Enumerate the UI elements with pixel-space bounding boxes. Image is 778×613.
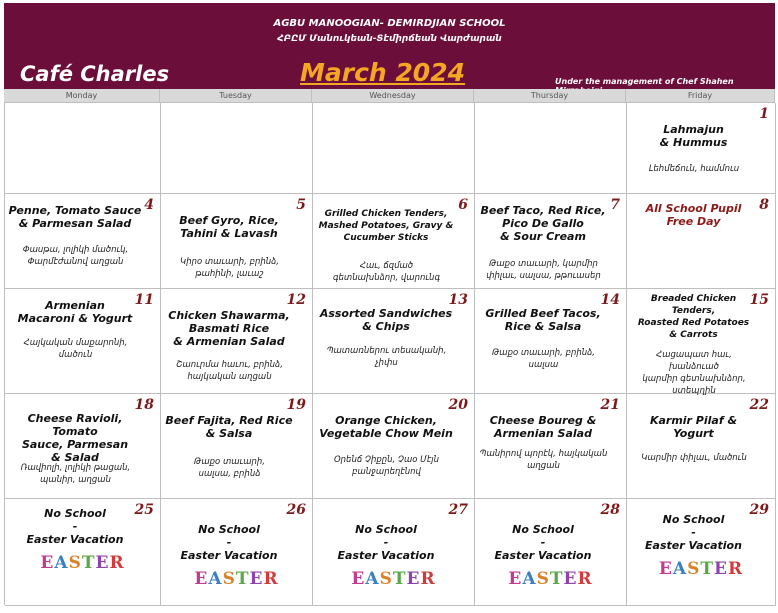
day-number: 18	[134, 397, 154, 413]
chef-credit: Under the management of Chef Shahen	[555, 77, 734, 86]
dish-name: Grilled Beef Tacos, Rice & Salsa	[485, 307, 601, 333]
dish-name-armenian: Հայկական մաքարոնի, մածուն	[23, 338, 128, 360]
day-cell	[161, 103, 313, 194]
day-cell	[5, 103, 161, 194]
day-number: 27	[448, 502, 468, 518]
day-number: 28	[600, 502, 620, 518]
dish-name-armenian: Թաքօ տաւարի, սալսա, բրինձ	[194, 457, 265, 479]
weekday-wednesday: Wednesday	[312, 89, 474, 102]
dish-name-armenian: Շաուրմա հաւու, բրինձ, հայկական աղցան	[176, 360, 283, 382]
day-number: 6	[458, 197, 468, 213]
weekday-tuesday: Tuesday	[160, 89, 312, 102]
day-cell	[313, 103, 475, 194]
dish-name-armenian: Պանիրով պորէկ, հայկական աղցան	[479, 449, 608, 471]
school-name-armenian: ՀԲԸՄ Մանուկեան-Տէմիրճեան Վարժարան	[277, 34, 502, 44]
day-cell	[313, 394, 475, 499]
dish-name-armenian: Հաւ, ճզմած գետնախնձոր, վարունգ	[332, 261, 441, 283]
dish-name: Armenian Macaroni & Yogurt	[17, 299, 133, 325]
day-cell	[313, 499, 475, 606]
dish-name: No School - Easter Vacation	[337, 523, 435, 562]
dish-name: Penne, Tomato Sauce & Parmesan Salad	[8, 204, 142, 230]
day-number: 25	[134, 502, 154, 518]
easter-graphic: EASTER	[351, 569, 436, 589]
day-number: 20	[448, 397, 468, 413]
day-number: 13	[448, 292, 468, 308]
day-number: 19	[286, 397, 306, 413]
dish-name: Cheese Ravioli, Tomato Sauce, Parmesan & Salad	[21, 412, 129, 464]
day-number: 29	[749, 502, 769, 518]
day-cell	[5, 194, 161, 289]
day-cell	[475, 103, 627, 194]
dish-name: No School - Easter Vacation	[26, 507, 124, 546]
dish-name-armenian: Պատառներու տեսականի, չիփս	[326, 346, 447, 368]
dish-name-armenian: Լեհմեճուն, համմուս	[648, 164, 740, 174]
dish-name-armenian: Թաքօ տաւարի, բրինձ, սալսա	[491, 348, 596, 370]
dish-name-armenian: Հացապատ հաւ, խանձուած կարմիր գետնախնձոր, ստեպղին	[642, 350, 746, 396]
day-cell	[627, 194, 776, 289]
weekday-header-row	[4, 89, 775, 102]
easter-graphic: EASTER	[658, 559, 744, 579]
day-number: 5	[296, 197, 306, 213]
day-number: 8	[759, 197, 769, 213]
easter-graphic: EASTER	[40, 553, 125, 573]
day-number: 15	[749, 292, 769, 308]
month-title: March 2024	[300, 58, 465, 87]
dish-name-armenian: Կարմիր փիլաւ, մածուն	[641, 453, 747, 463]
day-cell	[5, 394, 161, 499]
day-number: 14	[600, 292, 620, 308]
easter-graphic: EASTER	[194, 569, 279, 589]
dish-name: Beef Gyro, Rice, Tahini & Lavash	[179, 214, 279, 240]
day-number: 12	[286, 292, 306, 308]
day-cell	[313, 194, 475, 289]
dish-name: Beef Taco, Red Rice, Pico De Gallo & Sour Cream	[480, 204, 606, 243]
day-number: 4	[144, 197, 154, 213]
easter-graphic: EASTER	[508, 569, 593, 589]
day-number: 7	[610, 197, 620, 213]
day-cell	[475, 394, 627, 499]
dish-name-armenian: Փասթա, լոլիկի մածուկ, Փարմէժանով աղցան	[22, 245, 129, 267]
day-number: 21	[600, 397, 620, 413]
dish-name: All School Pupil Free Day	[645, 202, 742, 228]
day-cell	[627, 394, 776, 499]
day-number: 26	[286, 502, 306, 518]
weekday-friday: Friday	[626, 89, 775, 102]
day-number: 22	[749, 397, 769, 413]
day-cell	[475, 499, 627, 606]
dish-name-armenian: Օրենճ Չիքըն, Չաօ Մէյն բանջարեղէնով	[333, 455, 440, 477]
calendar-grid	[4, 102, 775, 605]
day-cell	[475, 194, 627, 289]
dish-name: No School - Easter Vacation	[180, 523, 278, 562]
menu-header	[4, 3, 775, 89]
day-cell	[161, 394, 313, 499]
dish-name-armenian: Թաքօ տաւարի, կարմիր փիլաւ, սալսա, թթուասեր	[486, 259, 601, 281]
day-cell	[5, 289, 161, 394]
day-number: 1	[759, 106, 769, 122]
day-cell	[161, 289, 313, 394]
day-cell	[5, 499, 161, 606]
weekday-thursday: Thursday	[474, 89, 626, 102]
dish-name: Orange Chicken, Vegetable Chow Mein	[319, 414, 453, 440]
day-cell	[627, 289, 776, 394]
day-cell	[627, 103, 776, 194]
dish-name: No School - Easter Vacation	[494, 523, 592, 562]
dish-name: Breaded Chicken Tenders, Roasted Red Potatoes & Carrots	[637, 294, 750, 340]
day-cell	[313, 289, 475, 394]
day-cell	[161, 499, 313, 606]
day-number: 11	[134, 292, 154, 308]
dish-name: No School - Easter Vacation	[645, 513, 742, 552]
day-cell	[161, 194, 313, 289]
dish-name: Karmir Pilaf & Yogurt	[649, 414, 738, 440]
weekday-monday: Monday	[4, 89, 160, 102]
dish-name-armenian: Կիրօ տաւարի, բրինձ, թահինի, լաւաշ	[179, 257, 280, 279]
school-name-english: AGBU MANOOGIAN- DEMIRDJIAN SCHOOL	[273, 18, 506, 29]
dish-name: Beef Fajita, Red Rice & Salsa	[165, 414, 293, 440]
day-cell	[627, 499, 776, 606]
dish-name: Chicken Shawarma, Basmati Rice & Armenian Salad	[168, 309, 290, 348]
dish-name-armenian: Ռավիոլի, լոլիկի թացան, պանիր, աղցան	[20, 463, 131, 485]
dish-name: Cheese Boureg & Armenian Salad	[489, 414, 597, 440]
cafe-title: Café Charles	[20, 62, 170, 86]
dish-name: Grilled Chicken Tenders, Mashed Potatoes, Gravy & Cucumber Sticks	[318, 209, 454, 243]
day-cell	[475, 289, 627, 394]
dish-name: Assorted Sandwiches & Chips	[319, 307, 453, 333]
dish-name: Lahmajun & Hummus	[659, 123, 728, 149]
